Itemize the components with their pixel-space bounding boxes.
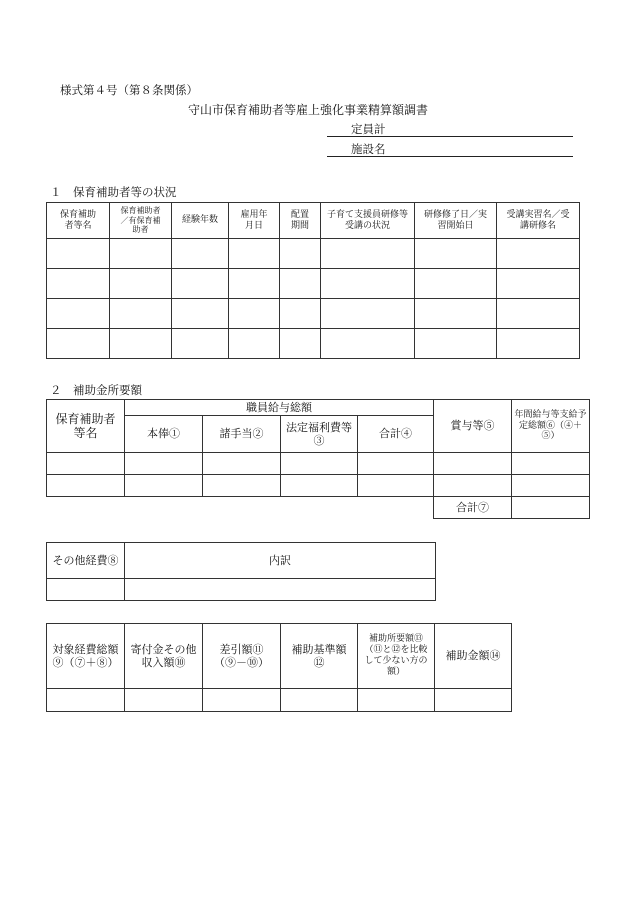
col-bonus: 賞与等⑤	[434, 400, 512, 453]
col-subtotal: 合計④	[358, 416, 434, 453]
col-annual-total: 年間給与等支給予定総額⑥（④＋⑤）	[512, 400, 590, 453]
col-hire-date: 雇用年月日	[229, 203, 280, 239]
table-header-row	[47, 203, 580, 239]
assistant-status-table	[46, 202, 580, 359]
table-row	[47, 689, 512, 712]
grand-total-value[interactable]	[512, 497, 590, 519]
table-row	[47, 239, 580, 269]
section1-heading: １ 保育補助者等の状況	[50, 185, 177, 199]
col-allowances: 諸手当②	[203, 416, 281, 453]
table-row	[47, 579, 436, 601]
table-row	[47, 329, 580, 359]
capacity-field[interactable]	[327, 122, 573, 137]
col-donations: 寄付金その他収入額⑩	[125, 624, 203, 689]
col-training-status: 子育て支援員研修等受講の状況	[321, 203, 415, 239]
col-assistant-type: 保育補助者／有保育補助者	[110, 203, 172, 239]
table-row	[47, 269, 580, 299]
grand-total-label: 合計⑦	[434, 497, 512, 519]
summary-table	[46, 623, 512, 712]
table-row	[47, 453, 590, 475]
col-placement-period: 配置期間	[280, 203, 321, 239]
salary-group-header: 職員給与総額	[125, 400, 434, 416]
col-standard-amount: 補助基準額⑫	[281, 624, 358, 689]
col-difference: 差引額⑪（⑨－⑩）	[203, 624, 281, 689]
col-base-pay: 本俸①	[125, 416, 203, 453]
col-training-name: 受講実習名／受講研修名	[497, 203, 580, 239]
col-required-amount: 補助所要額⑬（⑪と⑫を比較して少ない方の額）	[358, 624, 435, 689]
col-welfare: 法定福利費等③	[281, 416, 358, 453]
col-subsidy-amount: 補助金額⑭	[435, 624, 512, 689]
table-row	[47, 475, 590, 497]
other-expenses-table	[46, 542, 436, 601]
subsidy-requirement-table	[46, 399, 590, 519]
breakdown-label: 内訳	[125, 543, 436, 579]
facility-name-field[interactable]	[327, 142, 573, 157]
col-total-cost: 対象経費総額⑨（⑦＋⑧）	[47, 624, 125, 689]
col-assistant-name: 保育補助者等名	[47, 203, 110, 239]
form-number: 様式第４号（第８条関係）	[60, 83, 198, 97]
section2-heading: ２ 補助金所要額	[50, 383, 142, 397]
facility-name-label: 施設名	[351, 142, 386, 156]
capacity-label: 定員計	[351, 122, 386, 136]
col-experience-years: 経験年数	[172, 203, 229, 239]
table-row	[47, 299, 580, 329]
col-training-completion: 研修修了日／実習開始日	[415, 203, 497, 239]
other-expenses-label: その他経費⑧	[47, 543, 125, 579]
document-title: 守山市保育補助者等雇上強化事業精算額調書	[188, 103, 429, 117]
col-assistant-name: 保育補助者等名	[47, 400, 125, 453]
